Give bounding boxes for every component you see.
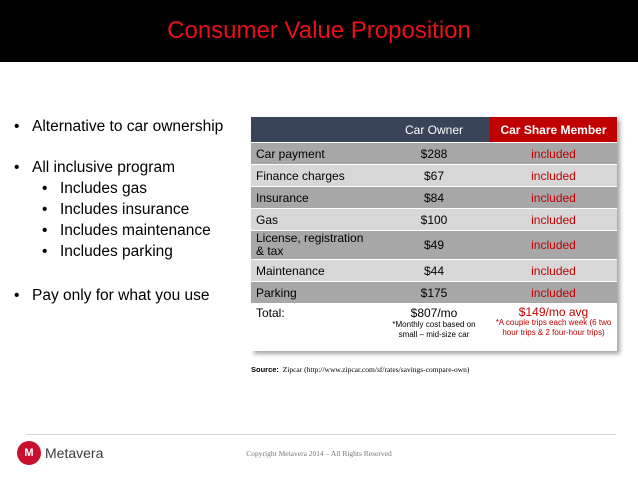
member-cost: included [490,260,617,282]
owner-total-note: *Monthly cost based on small – mid-size car [392,320,476,339]
owner-total-value: $807/mo [410,306,458,320]
source-label: Source: [251,365,279,374]
owner-cost: $49 [378,231,490,260]
logo-text: Metavera [45,445,104,461]
owner-cost: $44 [378,260,490,282]
member-cost: included [490,143,617,165]
header-car-owner: Car Owner [378,117,490,143]
row-label: Car payment [251,143,378,165]
total-row [251,304,617,351]
table-row [251,260,617,282]
row-label: Finance charges [251,165,378,187]
header-cell [251,117,378,143]
bullet-subitem: • Includes gas [42,180,148,197]
owner-cost: $84 [378,187,490,209]
member-cost: included [490,231,617,260]
owner-cost: $175 [378,282,490,304]
bullet-subitem: • Includes parking [42,243,173,260]
title-bar [0,0,638,62]
table-row [251,143,617,165]
row-label: Parking [251,282,378,304]
row-label: Gas [251,209,378,231]
member-cost: included [490,209,617,231]
table-header [251,117,617,143]
owner-cost: $67 [378,165,490,187]
row-label: Insurance [251,187,378,209]
row-label: License, registration & tax [251,231,378,260]
source-text: Zipcar (http://www.zipcar.com/sf/rates/savings-compare-own) [282,365,470,374]
footer-divider [26,434,616,435]
bullet-subitem: • Includes insurance [42,201,190,218]
member-cost: included [490,187,617,209]
table-row [251,165,617,187]
table-row [251,231,617,260]
slide-title: Consumer Value Proposition [167,17,471,44]
member-total-note: *A couple trips each week (6 two hour trips & 2 four-hour trips) [495,318,612,337]
copyright-text: Copyright Metavera 2014 – All Rights Reserved [246,449,392,458]
total-label: Total: [251,304,378,351]
table-row [251,282,617,304]
member-total [490,304,617,351]
header-car-share-member: Car Share Member [490,117,617,143]
table-row [251,209,617,231]
bullet-item: • Pay only for what you use [14,287,210,304]
bullet-subitem: • Includes maintenance [42,222,211,239]
comparison-table [251,117,617,351]
table-row [251,187,617,209]
logo-mark-icon: M [17,441,41,465]
bullet-item: • All inclusive program [14,159,175,176]
owner-cost: $288 [378,143,490,165]
member-cost: included [490,282,617,304]
bullet-item: • Alternative to car ownership [14,118,224,135]
owner-total [378,304,490,351]
member-cost: included [490,165,617,187]
owner-cost: $100 [378,209,490,231]
member-total-value: $149/mo avg [518,305,589,319]
source-citation [251,365,469,374]
row-label: Maintenance [251,260,378,282]
